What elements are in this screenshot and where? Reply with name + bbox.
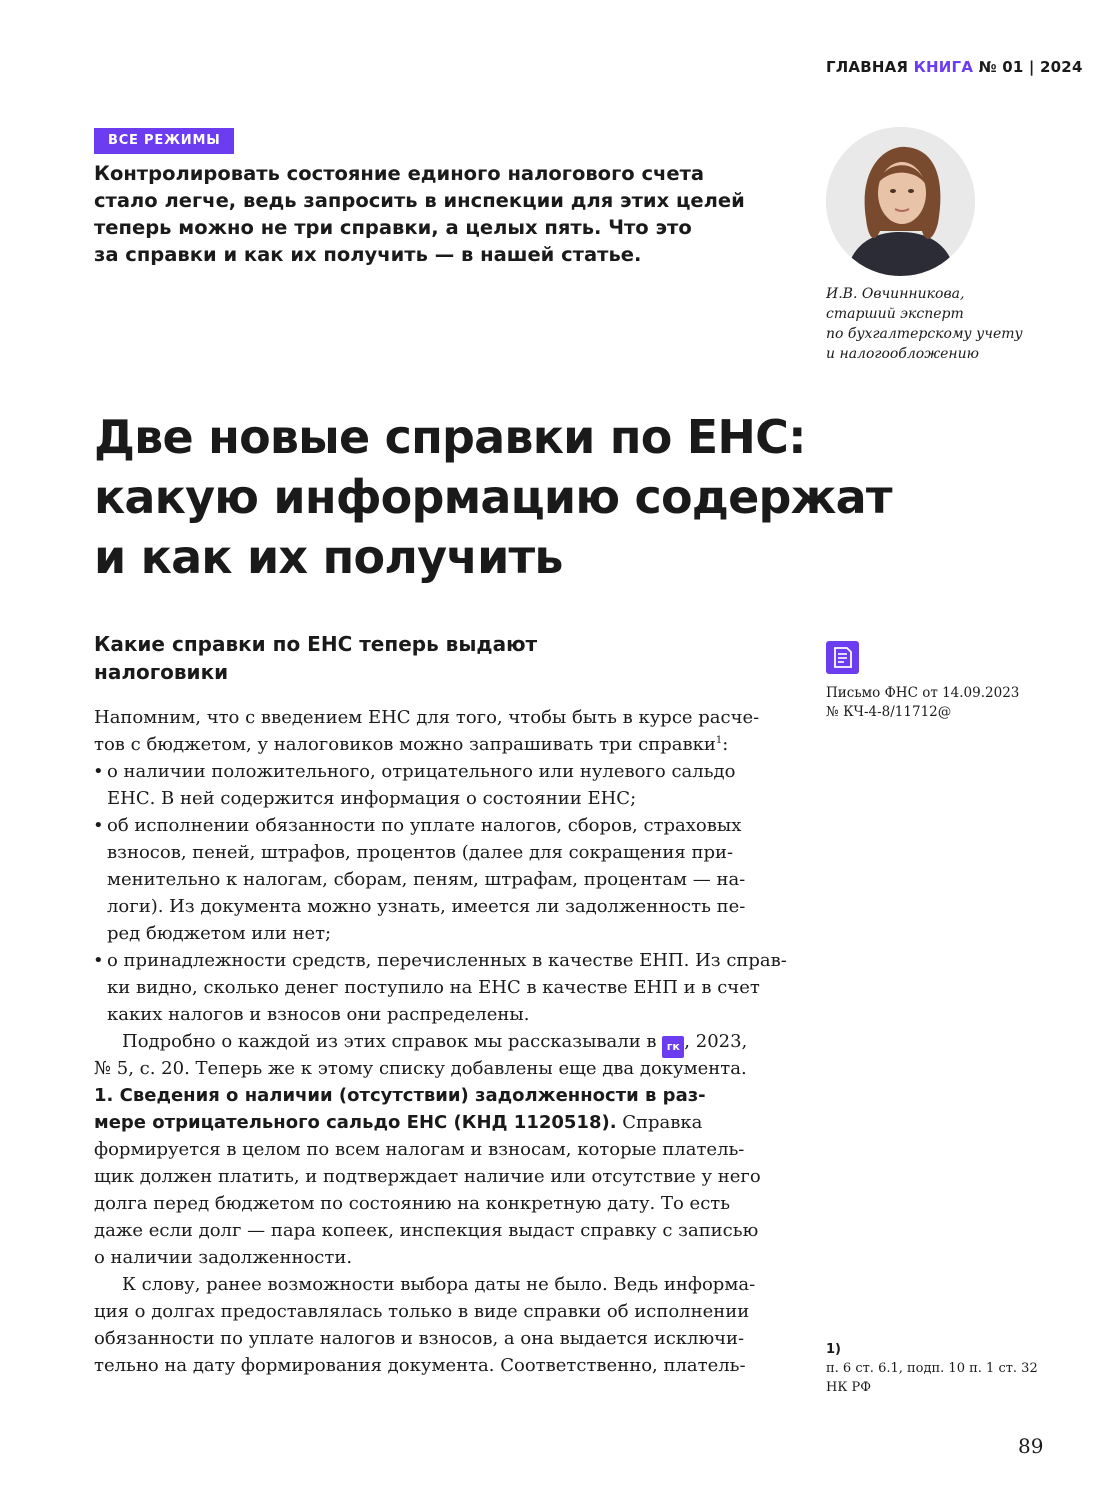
body-text: , 2023, <box>684 1031 748 1052</box>
body-line <box>94 1028 774 1055</box>
footnote <box>826 1340 1038 1397</box>
document-icon[interactable] <box>826 641 859 674</box>
list-item-cont: ред бюджетом или нет; <box>107 923 332 944</box>
list-item-cont: логи). Из документа можно узнать, имеется ли задолженность пе- <box>107 896 746 917</box>
list-item: • о наличии положительного, отрицательного или нулевого сальдо <box>94 758 774 785</box>
body-line: К слову, ранее возможности выбора даты не было. Ведь информа- <box>122 1274 756 1295</box>
page-number: 89 <box>1018 1434 1044 1458</box>
footnote-line <box>826 1340 1038 1378</box>
author-photo <box>826 127 975 276</box>
title-line: и как их получить <box>94 530 563 584</box>
body-text: тов с бюджетом, у налоговиков можно запрашивать три справки <box>94 734 716 755</box>
list-item-cont: менительно к налогам, сборам, пеням, штрафам, процентам — на- <box>107 869 746 890</box>
author-role: по бухгалтерскому учету <box>826 326 1023 342</box>
lead-line: Контролировать состояние единого налогового счета <box>94 162 705 185</box>
title-line: Две новые справки по ЕНС: <box>94 410 806 464</box>
lead-line: стало легче, ведь запросить в инспекции для этих целей <box>94 189 745 212</box>
document-reference[interactable] <box>826 684 1019 722</box>
header-issue: № 01 | 2024 <box>973 58 1083 76</box>
header-title: ГЛАВНАЯ <box>826 58 914 76</box>
header-accent: КНИГА <box>913 58 974 76</box>
category-tag: ВСЕ РЕЖИМЫ <box>94 128 234 154</box>
list-item-cont: ки видно, сколько денег поступило на ЕНС в качестве ЕНП и в счет <box>107 977 760 998</box>
document-glyph <box>826 641 859 674</box>
item-heading: мере отрицательного сальдо ЕНС (КНД 1120518). <box>94 1112 617 1133</box>
body-line: даже если долг — пара копеек, инспекция выдаст справку с записью <box>94 1220 759 1241</box>
author-role: старший эксперт <box>826 306 964 322</box>
section-heading-line: налоговики <box>94 660 229 684</box>
author-name: И.В. Овчинникова, <box>826 286 965 302</box>
section-heading-line: Какие справки по ЕНС теперь выдают <box>94 632 538 656</box>
author-portrait-icon <box>826 127 975 276</box>
list-item-cont: взносов, пеней, штрафов, процентов (далее для сокращения при- <box>107 842 734 863</box>
list-item: • об исполнении обязанности по уплате налогов, сборов, страховых <box>94 812 774 839</box>
list-item-cont: ЕНС. В ней содержится информация о состоянии ЕНС; <box>107 788 637 809</box>
author-role: и налогообложению <box>826 346 979 362</box>
item-heading: 1. Сведения о наличии (отсутствии) задолженности в раз- <box>94 1085 706 1106</box>
body-line: о наличии задолженности. <box>94 1247 353 1268</box>
lead-line: за справки и как их получить — в нашей статье. <box>94 243 642 266</box>
body-line: формируется в целом по всем налогам и взносам, которые платель- <box>94 1139 745 1160</box>
body-line: № 5, с. 20. Теперь же к этому списку добавлены еще два документа. <box>94 1058 747 1079</box>
body-line <box>94 1109 774 1136</box>
list-item: • о принадлежности средств, перечисленных в качестве ЕНП. Из справ- <box>94 947 774 974</box>
body-text: Подробно о каждой из этих справок мы рассказывали в <box>122 1031 663 1052</box>
magazine-header <box>826 58 1083 76</box>
author-caption <box>826 284 1023 364</box>
body-line: тельно на дату формирования документа. Соответственно, платель- <box>94 1355 746 1376</box>
lead-paragraph <box>94 160 774 268</box>
section-heading <box>94 630 537 686</box>
footnote-number: 1) <box>826 1342 841 1357</box>
body-line: Напомним, что с введением ЕНС для того, чтобы быть в курсе расче- <box>94 707 760 728</box>
body-text: : <box>722 734 729 755</box>
list-item-cont: каких налогов и взносов они распределены. <box>107 1004 530 1025</box>
footnote-line: НК РФ <box>826 1380 872 1395</box>
footnote-text: п. 6 ст. 6.1, подп. 10 п. 1 ст. 32 <box>826 1361 1038 1376</box>
article-title <box>94 407 892 587</box>
body-text: Справка <box>616 1112 703 1133</box>
article-body <box>94 704 787 1379</box>
reference-line: Письмо ФНС от 14.09.2023 <box>826 685 1020 701</box>
reference-line: № КЧ-4-8/11712@ <box>826 704 952 720</box>
body-line: обязанности по уплате налогов и взносов, а она выдается исключи- <box>94 1328 745 1349</box>
body-line: долга перед бюджетом по состоянию на конкретную дату. То есть <box>94 1193 731 1214</box>
body-line: щик должен платить, и подтверждает наличие или отсутствие у него <box>94 1166 761 1187</box>
lead-line: теперь можно не три справки, а целых пять. Что это <box>94 216 692 239</box>
gk-magazine-icon[interactable]: гк <box>662 1036 684 1058</box>
footnote-ref[interactable]: 1 <box>715 735 723 746</box>
body-line: ция о долгах предоставлялась только в виде справки об исполнении <box>94 1301 750 1322</box>
body-line <box>94 731 774 758</box>
title-line: какую информацию содержат <box>94 470 892 524</box>
